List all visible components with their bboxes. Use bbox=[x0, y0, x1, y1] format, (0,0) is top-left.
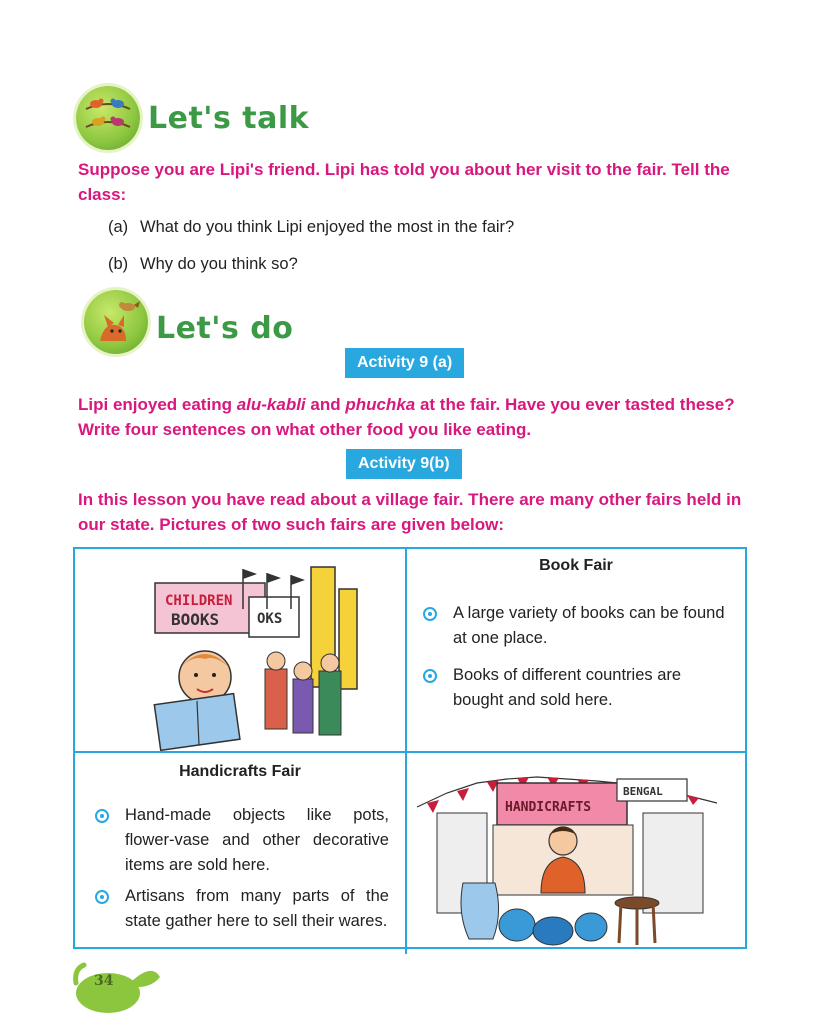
question-a bbox=[108, 218, 728, 237]
food-phuchka: phuchka bbox=[345, 395, 416, 414]
handicrafts-fair-point bbox=[95, 803, 389, 878]
question-b-label: (b) bbox=[108, 255, 129, 273]
book-fair-point-text: A large variety of books can be found at one place. bbox=[453, 604, 725, 647]
bullet-icon bbox=[95, 890, 109, 904]
lets-do-heading: Let's do bbox=[156, 311, 294, 346]
sign-children: CHILDREN bbox=[165, 593, 233, 609]
handicrafts-illustration-cell bbox=[407, 753, 745, 954]
book-fair-illustration-cell bbox=[75, 549, 407, 753]
activity-9a-text-part: at the fair. Have you ever tasted these? Write four sentences on what other food you like eating. bbox=[78, 395, 735, 439]
book-fair-point bbox=[423, 601, 733, 651]
fairs-table bbox=[73, 547, 747, 949]
activity-9a-label: Activity 9 (a) bbox=[345, 348, 464, 378]
handicrafts-fair-point-text: Hand-made objects like pots, flower-vase and other decorative items are sold here. bbox=[125, 806, 389, 874]
leaf-icon bbox=[72, 957, 164, 1017]
book-fair-text-cell bbox=[407, 549, 745, 753]
book-fair-point bbox=[423, 663, 733, 713]
page-number-badge bbox=[72, 957, 164, 1017]
bullet-icon bbox=[423, 607, 437, 621]
question-a-label: (a) bbox=[108, 218, 129, 236]
page-number: 34 bbox=[94, 973, 114, 989]
handicrafts-illustration bbox=[407, 753, 745, 949]
activity-9b-label: Activity 9(b) bbox=[346, 449, 462, 479]
lets-talk-heading: Let's talk bbox=[148, 101, 310, 136]
handicrafts-fair-point-text: Artisans from many parts of the state gather here to sell their wares. bbox=[125, 887, 389, 930]
activity-9b-text: In this lesson you have read about a village fair. There are many other fairs held in our state. Pictures of two such fairs are given below: bbox=[78, 490, 742, 534]
sign-books: BOOKS bbox=[171, 610, 220, 629]
handicrafts-fair-title: Handicrafts Fair bbox=[179, 763, 301, 780]
birds-icon bbox=[76, 86, 140, 150]
question-b bbox=[108, 255, 728, 274]
sign-handicrafts: HANDICRAFTS bbox=[505, 800, 592, 815]
activity-9a-text-part: and bbox=[305, 395, 346, 414]
activity-9a-text bbox=[78, 392, 758, 442]
question-a-text: What do you think Lipi enjoyed the most in the fair? bbox=[140, 218, 515, 236]
activity-9a-text-part: Lipi enjoyed eating bbox=[78, 395, 237, 414]
handicrafts-fair-text-cell bbox=[75, 753, 407, 954]
sign-oks: OKS bbox=[257, 611, 283, 627]
book-fair-illustration bbox=[75, 549, 405, 751]
question-b-text: Why do you think so? bbox=[140, 255, 298, 273]
book-fair-point-text: Books of different countries are bought and sold here. bbox=[453, 666, 682, 709]
talk-prompt: Suppose you are Lipi's friend. Lipi has told you about her visit to the fair. Tell the class: bbox=[78, 160, 730, 204]
fox-bird-icon bbox=[84, 290, 148, 354]
food-alu-kabli: alu-kabli bbox=[236, 395, 306, 414]
handicrafts-fair-point bbox=[95, 884, 389, 934]
bullet-icon bbox=[423, 669, 437, 683]
book-fair-title: Book Fair bbox=[539, 557, 613, 574]
sign-bengal: BENGAL bbox=[623, 785, 663, 798]
bullet-icon bbox=[95, 809, 109, 823]
